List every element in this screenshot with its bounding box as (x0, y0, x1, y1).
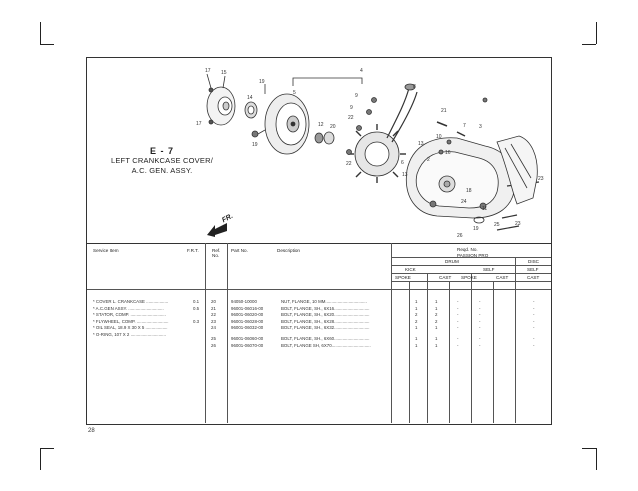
ref-number: 20 (211, 299, 216, 304)
exploded-diagram (87, 58, 551, 244)
service-item-frt: 0.5 (193, 305, 200, 311)
header-cast-kick: CAST (439, 275, 452, 280)
header-description: Description (277, 248, 300, 253)
required-quantity: - (457, 342, 459, 348)
header-kick: KICK (405, 267, 416, 272)
callout-20: 20 (330, 124, 336, 130)
ref-number: 26 (211, 342, 216, 348)
callout-25: 25 (494, 222, 500, 228)
part-description: BOLT, FLANGE, SH., 6X32............................. (281, 325, 370, 330)
callout-3: 3 (479, 124, 482, 130)
front-direction-label: FR. (221, 212, 235, 225)
service-item-label: * A.C.GEN ASSY. ............................. (93, 305, 164, 311)
header-drum: DRUM (445, 259, 459, 264)
part-number: 96001-06020-00 (231, 312, 264, 317)
required-quantity: - (457, 299, 459, 304)
page-number: 28 (88, 428, 95, 434)
header-service-item: Service Item (93, 248, 119, 253)
required-quantity: - (479, 342, 481, 348)
callout-5: 5 (293, 90, 296, 96)
header-model: PASSION PRO (457, 253, 489, 258)
ref-number: 23 (211, 318, 216, 324)
required-quantity: 1 (415, 336, 418, 341)
callout-12: 12 (318, 122, 324, 128)
crop-mark-bottom-right-h (582, 448, 596, 449)
service-item-frt: 0.3 (193, 318, 200, 324)
required-quantity: 1 (435, 336, 438, 341)
required-quantity: 1 (415, 299, 418, 304)
parts-table (87, 243, 551, 424)
catalog-page-frame (86, 57, 552, 425)
required-quantity: 2 (415, 318, 418, 324)
part-number: 96001-06028-00 (231, 318, 264, 324)
service-item-label: * STATOR, COMP. ............................. (93, 312, 166, 317)
part-description: BOLT, FLANGE, SH., 6X28............................. (281, 318, 370, 324)
callout-15: 15 (221, 70, 227, 76)
crop-mark-top-left-v (40, 22, 41, 44)
part-description: BOLT, FLANGE, SH., 6X16............................. (281, 305, 370, 311)
required-quantity: - (533, 336, 535, 341)
required-quantity: 1 (435, 325, 438, 330)
service-item-label: * O-RING, 107 X 2 ............................. (93, 331, 166, 337)
diagram-title-line-2: A.C. GEN. ASSY. (131, 166, 193, 175)
required-quantity: - (533, 318, 535, 324)
callout-19-bottom: 19 (473, 226, 479, 232)
required-quantity: 2 (435, 312, 438, 317)
ref-number: 24 (211, 325, 216, 330)
crop-mark-bottom-right-v (596, 448, 597, 470)
header-frt: F.R.T. (187, 248, 199, 253)
crop-mark-bottom-left-v (40, 448, 41, 470)
header-disc: DISC (528, 259, 539, 264)
header-cast-self: CAST (496, 275, 509, 280)
front-direction-arrow-icon (207, 223, 227, 237)
part-number: 96001-06032-00 (231, 325, 264, 330)
required-quantity: 1 (415, 305, 418, 311)
required-quantity: 2 (435, 318, 438, 324)
part-number: 94050-10000 (231, 299, 257, 304)
callout-24: 24 (461, 199, 467, 205)
ref-number: 21 (211, 305, 216, 311)
callout-13-bottom: 13 (402, 172, 408, 178)
part-description: BOLT, FLANGE SH, 6X70................................ (281, 342, 371, 348)
required-quantity: 1 (415, 325, 418, 330)
required-quantity: 2 (415, 312, 418, 317)
callout-19-mid: 19 (252, 142, 258, 148)
callout-16: 16 (445, 150, 451, 156)
callout-2: 2 (427, 157, 430, 163)
part-number: 96001-06060-00 (231, 336, 264, 341)
required-quantity: 1 (435, 305, 438, 311)
callout-9-b: 9 (350, 105, 353, 111)
crop-mark-top-right-v (596, 22, 597, 44)
callout-22-bottom: 22 (346, 161, 352, 167)
callout-22-top: 22 (348, 115, 354, 121)
header-self-drum: SELF (483, 267, 495, 272)
required-quantity: - (533, 325, 535, 330)
service-item-label: * OIL SEAL, 18.9 X 30 X 5 .................. (93, 325, 168, 330)
section-code: E - 7 (149, 146, 174, 156)
crop-mark-top-right-h (582, 44, 596, 45)
crop-mark-top-left-h (40, 44, 54, 45)
part-number: 96001-06016-00 (231, 305, 264, 311)
callout-10: 10 (436, 134, 442, 140)
part-number: 96001-06070-00 (231, 342, 264, 348)
required-quantity: 1 (435, 299, 438, 304)
required-quantity: - (479, 336, 481, 341)
ref-number: 22 (211, 312, 216, 317)
required-quantity: - (457, 312, 459, 317)
callout-17-top: 17 (205, 68, 211, 74)
service-item-label: * COVER L. CRANKCASE .................. (93, 299, 169, 304)
header-spoke-kick: SPOKE (395, 275, 411, 280)
callout-19-top: 19 (259, 79, 265, 85)
header-ref-no: Ref. No. (212, 248, 221, 259)
required-quantity: - (533, 299, 535, 304)
callout-13-top: 13 (418, 141, 424, 147)
diagram-title-line-1: LEFT CRANKCASE COVER/ (110, 156, 213, 165)
required-quantity: - (479, 318, 481, 324)
required-quantity: - (457, 305, 459, 311)
service-item-label: * FLYWHEEL, COMP. .......................... (93, 318, 169, 324)
callout-11: 11 (482, 206, 488, 212)
part-description: BOLT, FLANGE, SH., 6X60............................. (281, 336, 370, 341)
callout-18: 18 (466, 188, 472, 194)
service-item-frt: 0.1 (193, 299, 200, 304)
required-quantity: - (457, 318, 459, 324)
required-quantity: - (479, 305, 481, 311)
header-spoke-self: SPOKE (461, 275, 477, 280)
required-quantity: - (457, 336, 459, 341)
required-quantity: 1 (435, 342, 438, 348)
callout-14: 14 (247, 95, 253, 101)
required-quantity: - (457, 325, 459, 330)
header-part-no: Part No. (231, 248, 248, 253)
required-quantity: - (479, 312, 481, 317)
header-self-disc: SELF (527, 267, 539, 272)
part-description: NUT, FLANGE, 10 MM.................................. (281, 299, 367, 304)
diagram-title-block (87, 146, 237, 176)
required-quantity: 1 (415, 342, 418, 348)
part-description: BOLT, FLANGE, SH., 6X20............................. (281, 312, 370, 317)
header-reqd-no: Reqd. No. (457, 247, 478, 252)
required-quantity: - (533, 305, 535, 311)
ref-number: 25 (211, 336, 216, 341)
header-cast-disc: CAST (527, 275, 540, 280)
callout-23-right: 23 (538, 176, 544, 182)
callout-17-bottom: 17 (196, 121, 202, 127)
callout-7: 7 (463, 123, 466, 129)
callout-21: 21 (441, 108, 447, 114)
required-quantity: - (479, 299, 481, 304)
required-quantity: - (533, 342, 535, 348)
callout-26: 26 (457, 233, 463, 239)
crop-mark-bottom-left-h (40, 448, 54, 449)
required-quantity: - (479, 325, 481, 330)
callout-4: 4 (360, 68, 363, 74)
required-quantity: - (533, 312, 535, 317)
callout-23-bottom: 23 (515, 221, 521, 227)
callout-8: 8 (413, 84, 416, 90)
callout-9-a: 9 (355, 93, 358, 99)
callout-6: 6 (401, 160, 404, 166)
